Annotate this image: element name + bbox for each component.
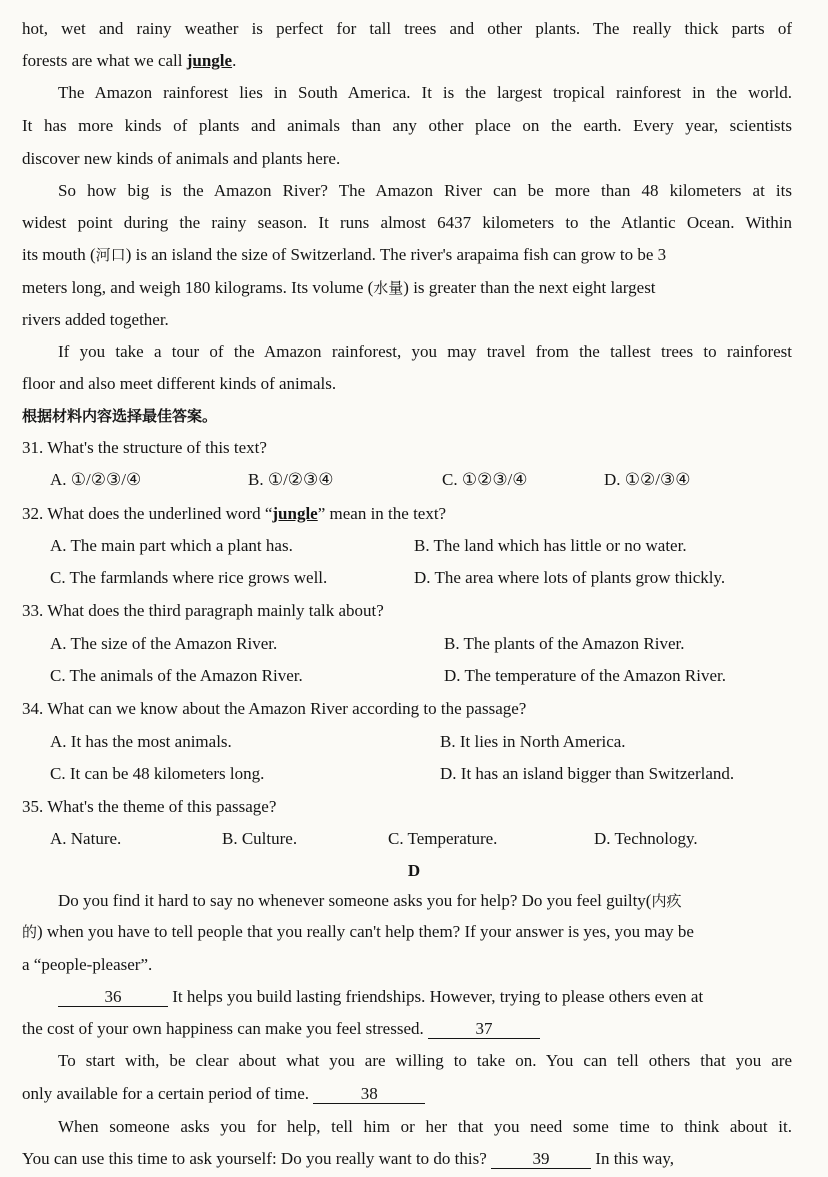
q32-option-a[interactable]: A. The main part which a plant has. — [50, 536, 293, 555]
q35-option-c[interactable]: C. Temperature. — [388, 829, 498, 848]
q34-option-d[interactable]: D. It has an island bigger than Switzerland. — [440, 764, 735, 783]
passage-d-p4-line2: You can use this time to ask yourself: Do you really want to do this? 39 In this way, — [22, 1149, 674, 1168]
passage-d-p4-line1: When someone asks you for help, tell him or her that you need some time to think about it. — [58, 1117, 792, 1136]
q31-option-d[interactable]: D. ①②/③④ — [604, 470, 691, 489]
blank-36[interactable]: 36 — [58, 988, 168, 1007]
passage-d-p2-line1: 36 It helps you build lasting friendships. However, trying to please others even at — [58, 986, 792, 1008]
passage-c-p1-line1: hot, wet and rainy weather is perfect for tall trees and other plants. The really thick parts of — [22, 19, 792, 38]
blank-38[interactable]: 38 — [313, 1085, 425, 1104]
question-33-stem: 33. What does the third paragraph mainly talk about? — [22, 601, 384, 620]
q32-option-d[interactable]: D. The area where lots of plants grow thickly. — [414, 568, 726, 587]
q31-option-c[interactable]: C. ①②③/④ — [442, 470, 528, 489]
passage-d-p1-line1: Do you find it hard to say no whenever someone asks you for help? Do you feel guilty(内疚 — [58, 891, 682, 910]
q32-option-b[interactable]: B. The land which has little or no water. — [414, 536, 687, 555]
passage-c-p4-line1: If you take a tour of the Amazon rainforest, you may travel from the tallest trees to rainforest — [58, 342, 792, 361]
passage-d-p1-line2: 的) when you have to tell people that you really can't help them? If your answer is yes, you may be — [22, 922, 694, 941]
q31-option-a[interactable]: A. ①/②③/④ — [50, 470, 142, 489]
underlined-word-jungle: jungle — [186, 51, 233, 70]
q35-option-d[interactable]: D. Technology. — [594, 829, 698, 848]
passage-d-p1-line3: a “people-pleaser”. — [22, 955, 153, 974]
passage-c-p3-line3: its mouth (河口) is an island the size of Switzerland. The river's arapaima fish can grow to be 3 — [22, 245, 667, 264]
q34-option-c[interactable]: C. It can be 48 kilometers long. — [50, 764, 265, 783]
q34-option-b[interactable]: B. It lies in North America. — [440, 732, 626, 751]
q35-option-a[interactable]: A. Nature. — [50, 829, 122, 848]
passage-d-p3-line2: only available for a certain period of time. 38 — [22, 1083, 792, 1105]
q35-option-b[interactable]: B. Culture. — [222, 829, 298, 848]
section-d-heading: D — [407, 861, 421, 880]
question-32-stem: 32. What does the underlined word “jungle” mean in the text? — [22, 504, 447, 523]
q33-option-c[interactable]: C. The animals of the Amazon River. — [50, 666, 303, 685]
passage-d-p3-line1: To start with, be clear about what you are willing to take on. You can tell others that you are — [58, 1051, 792, 1070]
instruction-line: 根据材料内容选择最佳答案。 — [22, 407, 218, 425]
passage-c-p2-line2: It has more kinds of plants and animals than any other place on the earth. Every year, scientists — [22, 116, 792, 135]
passage-c-p3-line1: So how big is the Amazon River? The Amazon River can be more than 48 kilometers at its — [58, 181, 792, 200]
question-31-stem: 31. What's the structure of this text? — [22, 438, 267, 457]
question-32-underlined-word: jungle — [272, 504, 318, 523]
q33-option-b[interactable]: B. The plants of the Amazon River. — [444, 634, 685, 653]
q31-option-b[interactable]: B. ①/②③④ — [248, 470, 334, 489]
passage-c-p2-line3: discover new kinds of animals and plants here. — [22, 149, 341, 168]
passage-d-p2-line2: the cost of your own happiness can make you feel stressed. 37 — [22, 1018, 792, 1040]
passage-c-p4-line2: floor and also meet different kinds of animals. — [22, 374, 337, 393]
passage-c-p1-line2: forests are what we call jungle. — [22, 51, 237, 70]
blank-39[interactable]: 39 — [491, 1150, 591, 1169]
blank-37[interactable]: 37 — [428, 1020, 540, 1039]
passage-c-p2-line1: The Amazon rainforest lies in South America. It is the largest tropical rainforest in the world. — [58, 83, 792, 102]
passage-c-p3-line2: widest point during the rainy season. It runs almost 6437 kilometers to the Atlantic Ocean. Within — [22, 213, 792, 232]
q33-option-a[interactable]: A. The size of the Amazon River. — [50, 634, 278, 653]
q32-option-c[interactable]: C. The farmlands where rice grows well. — [50, 568, 328, 587]
passage-c-p3-line5: rivers added together. — [22, 310, 169, 329]
question-34-stem: 34. What can we know about the Amazon River according to the passage? — [22, 699, 527, 718]
q34-option-a[interactable]: A. It has the most animals. — [50, 732, 232, 751]
question-35-stem: 35. What's the theme of this passage? — [22, 797, 277, 816]
q33-option-d[interactable]: D. The temperature of the Amazon River. — [444, 666, 726, 685]
passage-c-p3-line4: meters long, and weigh 180 kilograms. Its volume (水量) is greater than the next eight largest — [22, 278, 656, 297]
